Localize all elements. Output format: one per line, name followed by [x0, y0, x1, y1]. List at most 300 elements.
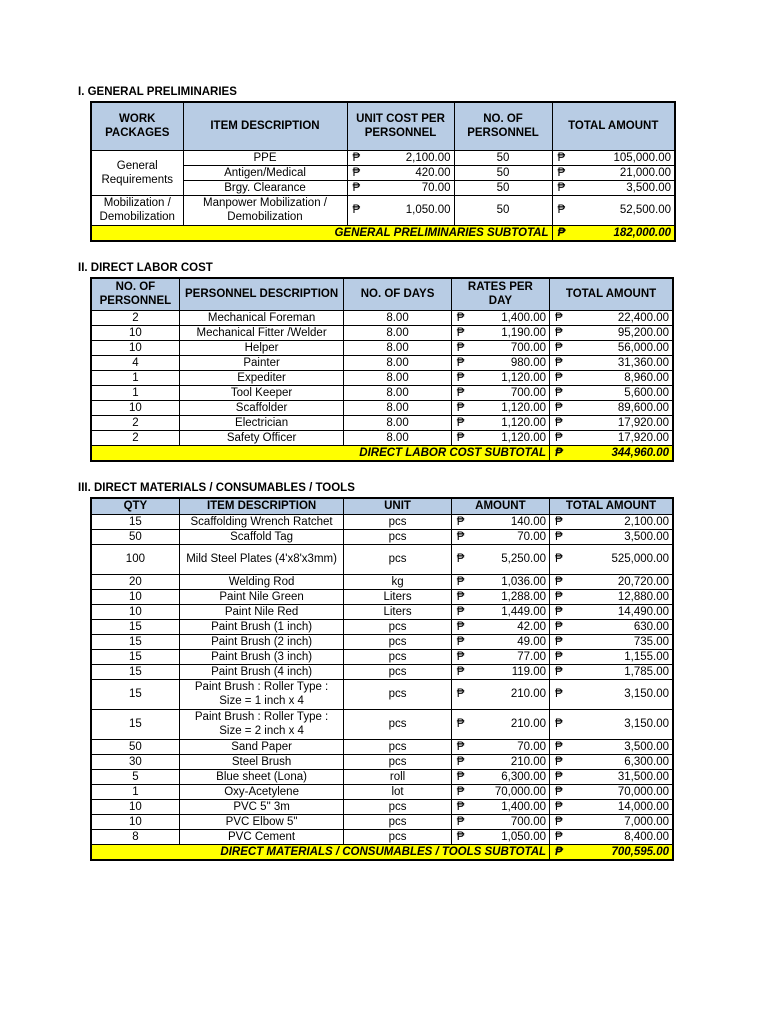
- money-value: [553, 755, 669, 769]
- table-row: [91, 430, 673, 445]
- qty-cell: 15: [91, 514, 179, 529]
- unit-cell: pcs: [344, 544, 451, 574]
- money-value: [455, 740, 546, 754]
- amount-value: 70.00: [421, 181, 451, 194]
- money-value: [455, 635, 546, 649]
- peso-sign: ₱: [555, 770, 563, 783]
- peso-sign: ₱: [555, 575, 563, 588]
- table-row: [91, 754, 673, 769]
- amount-cell: [451, 814, 549, 829]
- peso-sign: ₱: [555, 718, 563, 730]
- money-value: [455, 605, 546, 619]
- peso-sign: ₱: [555, 371, 563, 384]
- money-value: [553, 785, 669, 799]
- table-row: [91, 514, 673, 529]
- personnel-description-cell: Electrician: [179, 415, 344, 430]
- money-value: [455, 356, 546, 370]
- days-cell: 8.00: [344, 385, 451, 400]
- money-value: [553, 371, 669, 385]
- work-package-cell: General Requirements: [91, 150, 183, 195]
- money-value: [553, 386, 669, 400]
- amount-value: 210.00: [510, 688, 547, 700]
- money-value: [556, 151, 672, 165]
- col-header: NO. OF DAYS: [344, 278, 451, 310]
- peso-sign: ₱: [456, 770, 465, 783]
- peso-sign: ₱: [456, 401, 465, 414]
- peso-sign: ₱: [555, 830, 563, 843]
- item-description-cell: PVC 5" 3m: [179, 799, 344, 814]
- item-description-cell: Welding Rod: [179, 574, 344, 589]
- qty-cell: 50: [91, 739, 179, 754]
- amount-value: 420.00: [415, 166, 451, 179]
- subtotal-row: [91, 844, 673, 860]
- money-value: [553, 845, 669, 859]
- table-row: [91, 310, 673, 325]
- amount-value: 17,920.00: [617, 416, 669, 429]
- money-value: [553, 326, 669, 340]
- rate-per-day-cell: [451, 430, 549, 445]
- peso-sign: ₱: [456, 311, 465, 324]
- amount-value: 344,960.00: [611, 446, 669, 459]
- unit-cell: pcs: [344, 514, 451, 529]
- col-header: TOTAL AMOUNT: [550, 498, 673, 514]
- personnel-count-cell: 50: [454, 180, 552, 195]
- item-description-cell: Scaffold Tag: [179, 529, 344, 544]
- personnel-description-cell: Safety Officer: [179, 430, 344, 445]
- col-header: ITEM DESCRIPTION: [179, 498, 344, 514]
- peso-sign: ₱: [555, 356, 563, 369]
- personnel-count-cell: 1: [91, 385, 179, 400]
- unit-cell: pcs: [344, 754, 451, 769]
- peso-sign: ₱: [555, 815, 563, 828]
- peso-sign: ₱: [456, 386, 465, 399]
- money-value: [553, 515, 669, 529]
- table-row: [91, 799, 673, 814]
- item-description-cell: PVC Elbow 5": [179, 814, 344, 829]
- peso-sign: ₱: [555, 590, 563, 603]
- days-cell: 8.00: [344, 325, 451, 340]
- item-description-cell: Paint Brush (2 inch): [179, 634, 344, 649]
- rate-per-day-cell: [451, 415, 549, 430]
- item-description-cell: Sand Paper: [179, 739, 344, 754]
- amount-value: 3,500.00: [624, 530, 669, 543]
- col-header: WORK PACKAGES: [91, 102, 183, 150]
- qty-cell: 8: [91, 829, 179, 844]
- personnel-count-cell: 1: [91, 370, 179, 385]
- amount-value: 1,400.00: [501, 311, 547, 324]
- total-amount-cell: [552, 195, 675, 225]
- money-value: [351, 181, 451, 195]
- table-row: [91, 649, 673, 664]
- subtotal-label: GENERAL PRELIMINARIES SUBTOTAL: [91, 225, 552, 241]
- total-amount-cell: [550, 769, 673, 784]
- table-header-row: [91, 498, 673, 514]
- personnel-description-cell: Mechanical Foreman: [179, 310, 344, 325]
- amount-value: 182,000.00: [613, 226, 671, 239]
- peso-sign: ₱: [456, 635, 465, 648]
- total-amount-cell: [550, 340, 673, 355]
- amount-value: 105,000.00: [613, 151, 671, 164]
- unit-cell: pcs: [344, 739, 451, 754]
- peso-sign: ₱: [555, 530, 563, 543]
- money-value: [455, 815, 546, 829]
- subtotal-row: [91, 445, 673, 461]
- amount-value: 700,595.00: [611, 845, 669, 858]
- peso-sign: ₱: [555, 845, 563, 858]
- peso-sign: ₱: [456, 530, 465, 543]
- total-amount-cell: [550, 574, 673, 589]
- col-header: TOTAL AMOUNT: [552, 102, 675, 150]
- total-amount-cell: [552, 180, 675, 195]
- peso-sign: ₱: [456, 740, 465, 753]
- total-amount-cell: [550, 784, 673, 799]
- money-value: [455, 341, 546, 355]
- qty-cell: 30: [91, 754, 179, 769]
- money-value: [553, 446, 669, 460]
- money-value: [553, 620, 669, 634]
- total-amount-cell: [550, 664, 673, 679]
- unit-cell: kg: [344, 574, 451, 589]
- table-row: [91, 814, 673, 829]
- peso-sign: ₱: [555, 755, 563, 768]
- qty-cell: 100: [91, 544, 179, 574]
- peso-sign: ₱: [557, 166, 566, 179]
- subtotal-value: [552, 225, 675, 241]
- col-header: NO. OF PERSONNEL: [91, 278, 179, 310]
- table-row: [91, 784, 673, 799]
- money-value: [553, 530, 669, 544]
- table-row: [91, 325, 673, 340]
- table-row: [91, 739, 673, 754]
- table-row: [91, 340, 673, 355]
- peso-sign: ₱: [456, 356, 465, 369]
- qty-cell: 5: [91, 769, 179, 784]
- unit-cell: pcs: [344, 619, 451, 634]
- amount-value: 140.00: [510, 515, 547, 528]
- personnel-count-cell: 10: [91, 340, 179, 355]
- peso-sign: ₱: [557, 181, 566, 194]
- money-value: [553, 401, 669, 415]
- item-description-cell: Oxy-Acetylene: [179, 784, 344, 799]
- days-cell: 8.00: [344, 430, 451, 445]
- peso-sign: ₱: [456, 605, 465, 618]
- amount-cell: [451, 544, 549, 574]
- qty-cell: 15: [91, 634, 179, 649]
- amount-cell: [451, 529, 549, 544]
- personnel-count-cell: 2: [91, 415, 179, 430]
- money-value: [455, 830, 546, 844]
- qty-cell: 20: [91, 574, 179, 589]
- table-row: [91, 400, 673, 415]
- amount-value: 630.00: [633, 620, 669, 633]
- money-value: [455, 717, 546, 731]
- amount-value: 1,400.00: [501, 800, 547, 813]
- peso-sign: ₱: [456, 665, 465, 678]
- amount-value: 5,250.00: [501, 553, 547, 565]
- item-description-cell: PPE: [183, 150, 347, 165]
- item-description-cell: Antigen/Medical: [183, 165, 347, 180]
- peso-sign: ₱: [352, 181, 361, 194]
- amount-value: 31,360.00: [617, 356, 669, 369]
- table-row: [91, 634, 673, 649]
- table-row: [91, 529, 673, 544]
- money-value: [553, 687, 669, 701]
- amount-value: 3,500.00: [624, 740, 669, 753]
- personnel-count-cell: 50: [454, 150, 552, 165]
- unit-cell: pcs: [344, 709, 451, 739]
- amount-value: 52,500.00: [619, 204, 671, 216]
- money-value: [455, 552, 546, 566]
- amount-value: 17,920.00: [617, 431, 669, 444]
- money-value: [455, 386, 546, 400]
- amount-value: 22,400.00: [617, 311, 669, 324]
- amount-value: 20,720.00: [617, 575, 669, 588]
- amount-value: 1,785.00: [624, 665, 669, 678]
- money-value: [556, 181, 672, 195]
- personnel-count-cell: 10: [91, 325, 179, 340]
- table-row: [91, 619, 673, 634]
- item-description-cell: Paint Brush : Roller Type : Size = 1 inch x 4: [179, 679, 344, 709]
- amount-value: 70,000.00: [617, 785, 669, 798]
- col-header: UNIT COST PER PERSONNEL: [347, 102, 454, 150]
- item-description-cell: Paint Brush : Roller Type : Size = 2 inch x 4: [179, 709, 344, 739]
- qty-cell: 15: [91, 649, 179, 664]
- amount-value: 77.00: [517, 650, 547, 663]
- money-value: [553, 575, 669, 589]
- money-value: [556, 166, 672, 180]
- subtotal-label: DIRECT LABOR COST SUBTOTAL: [91, 445, 550, 461]
- amount-value: 210.00: [510, 718, 547, 730]
- amount-value: 31,500.00: [617, 770, 669, 783]
- peso-sign: ₱: [456, 590, 465, 603]
- rate-per-day-cell: [451, 325, 549, 340]
- personnel-count-cell: 2: [91, 430, 179, 445]
- peso-sign: ₱: [555, 401, 563, 414]
- item-description-cell: Paint Nile Red: [179, 604, 344, 619]
- amount-value: 1,120.00: [501, 401, 547, 414]
- money-value: [553, 830, 669, 844]
- total-amount-cell: [550, 649, 673, 664]
- money-value: [455, 620, 546, 634]
- unit-cell: pcs: [344, 799, 451, 814]
- item-description-cell: Paint Brush (3 inch): [179, 649, 344, 664]
- amount-cell: [451, 769, 549, 784]
- amount-cell: [451, 664, 549, 679]
- amount-value: 12,880.00: [617, 590, 669, 603]
- peso-sign: ₱: [555, 620, 563, 633]
- money-value: [553, 356, 669, 370]
- personnel-description-cell: Mechanical Fitter /Welder: [179, 325, 344, 340]
- money-value: [553, 416, 669, 430]
- amount-value: 1,449.00: [501, 605, 547, 618]
- item-description-cell: Blue sheet (Lona): [179, 769, 344, 784]
- amount-value: 1,288.00: [501, 590, 547, 603]
- days-cell: 8.00: [344, 415, 451, 430]
- peso-sign: ₱: [555, 386, 563, 399]
- peso-sign: ₱: [456, 755, 465, 768]
- amount-value: 70,000.00: [494, 785, 547, 798]
- unit-cell: Liters: [344, 589, 451, 604]
- money-value: [455, 590, 546, 604]
- unit-cell: roll: [344, 769, 451, 784]
- peso-sign: ₱: [352, 151, 361, 164]
- unit-cell: pcs: [344, 529, 451, 544]
- money-value: [455, 650, 546, 664]
- total-amount-cell: [550, 679, 673, 709]
- amount-value: 70.00: [517, 740, 547, 753]
- amount-cell: [451, 829, 549, 844]
- amount-cell: [451, 754, 549, 769]
- item-description-cell: Paint Brush (1 inch): [179, 619, 344, 634]
- amount-value: 700.00: [510, 386, 547, 399]
- amount-value: 14,490.00: [617, 605, 669, 618]
- personnel-count-cell: 50: [454, 165, 552, 180]
- personnel-description-cell: Helper: [179, 340, 344, 355]
- peso-sign: ₱: [557, 151, 566, 164]
- peso-sign: ₱: [352, 166, 361, 179]
- money-value: [556, 203, 672, 217]
- table-row: [91, 574, 673, 589]
- peso-sign: ₱: [456, 515, 465, 528]
- money-value: [553, 800, 669, 814]
- personnel-count-cell: 2: [91, 310, 179, 325]
- total-amount-cell: [550, 604, 673, 619]
- total-amount-cell: [550, 829, 673, 844]
- total-amount-cell: [550, 814, 673, 829]
- total-amount-cell: [550, 385, 673, 400]
- amount-value: 1,050.00: [501, 830, 547, 843]
- peso-sign: ₱: [555, 785, 563, 798]
- item-description-cell: PVC Cement: [179, 829, 344, 844]
- money-value: [455, 311, 546, 325]
- qty-cell: 10: [91, 814, 179, 829]
- item-description-cell: Scaffolding Wrench Ratchet: [179, 514, 344, 529]
- total-amount-cell: [552, 165, 675, 180]
- table-row: [91, 604, 673, 619]
- peso-sign: ₱: [456, 718, 465, 730]
- amount-value: 3,150.00: [624, 718, 669, 730]
- amount-value: 1,120.00: [501, 416, 547, 429]
- total-amount-cell: [550, 415, 673, 430]
- amount-cell: [451, 589, 549, 604]
- qty-cell: 1: [91, 784, 179, 799]
- rate-per-day-cell: [451, 355, 549, 370]
- total-amount-cell: [550, 544, 673, 574]
- amount-value: 980.00: [510, 356, 547, 369]
- money-value: [553, 740, 669, 754]
- total-amount-cell: [550, 355, 673, 370]
- amount-cell: [451, 649, 549, 664]
- amount-value: 2,100.00: [405, 151, 451, 164]
- table-row: [91, 385, 673, 400]
- col-header: UNIT: [344, 498, 451, 514]
- table-header-row: [91, 278, 673, 310]
- amount-value: 700.00: [510, 815, 547, 828]
- total-amount-cell: [550, 400, 673, 415]
- amount-cell: [451, 739, 549, 754]
- peso-sign: ₱: [555, 515, 563, 528]
- amount-cell: [451, 634, 549, 649]
- money-value: [553, 605, 669, 619]
- amount-value: 6,300.00: [624, 755, 669, 768]
- money-value: [455, 326, 546, 340]
- unit-cost-cell: [347, 165, 454, 180]
- money-value: [351, 151, 451, 165]
- table-row: [91, 664, 673, 679]
- amount-value: 5,600.00: [624, 386, 669, 399]
- qty-cell: 10: [91, 604, 179, 619]
- amount-value: 21,000.00: [619, 166, 671, 179]
- amount-value: 3,150.00: [624, 688, 669, 700]
- personnel-count-cell: 10: [91, 400, 179, 415]
- total-amount-cell: [550, 754, 673, 769]
- unit-cell: pcs: [344, 814, 451, 829]
- subtotal-value: [550, 445, 673, 461]
- item-description-cell: Paint Nile Green: [179, 589, 344, 604]
- item-description-cell: Steel Brush: [179, 754, 344, 769]
- amount-value: 1,155.00: [624, 650, 669, 663]
- unit-cost-cell: [347, 180, 454, 195]
- amount-cell: [451, 514, 549, 529]
- peso-sign: ₱: [555, 311, 563, 324]
- amount-cell: [451, 574, 549, 589]
- rate-per-day-cell: [451, 340, 549, 355]
- table-row: [91, 679, 673, 709]
- qty-cell: 15: [91, 709, 179, 739]
- money-value: [556, 226, 672, 240]
- peso-sign: ₱: [456, 620, 465, 633]
- col-header: TOTAL AMOUNT: [550, 278, 673, 310]
- peso-sign: ₱: [555, 553, 563, 565]
- table-row: [91, 829, 673, 844]
- money-value: [553, 635, 669, 649]
- peso-sign: ₱: [456, 800, 465, 813]
- money-value: [553, 665, 669, 679]
- peso-sign: ₱: [557, 204, 566, 216]
- total-amount-cell: [550, 529, 673, 544]
- peso-sign: ₱: [456, 341, 465, 354]
- unit-cell: lot: [344, 784, 451, 799]
- table-row: [91, 195, 675, 225]
- col-header: RATES PER DAY: [451, 278, 549, 310]
- work-package-cell: Mobilization / Demobilization: [91, 195, 183, 225]
- money-value: [455, 687, 546, 701]
- direct-materials-table: [90, 497, 674, 861]
- money-value: [455, 575, 546, 589]
- unit-cell: pcs: [344, 664, 451, 679]
- amount-value: 49.00: [517, 635, 547, 648]
- peso-sign: ₱: [555, 800, 563, 813]
- unit-cell: pcs: [344, 634, 451, 649]
- personnel-description-cell: Scaffolder: [179, 400, 344, 415]
- total-amount-cell: [550, 634, 673, 649]
- peso-sign: ₱: [555, 665, 563, 678]
- amount-cell: [451, 799, 549, 814]
- peso-sign: ₱: [555, 326, 563, 339]
- subtotal-value: [550, 844, 673, 860]
- table-row: [91, 544, 673, 574]
- money-value: [455, 530, 546, 544]
- amount-value: 8,960.00: [624, 371, 669, 384]
- unit-cost-cell: [347, 195, 454, 225]
- unit-cost-cell: [347, 150, 454, 165]
- money-value: [455, 431, 546, 445]
- section-title-direct-materials: III. DIRECT MATERIALS / CONSUMABLES / TOOLS: [78, 482, 355, 494]
- unit-cell: pcs: [344, 649, 451, 664]
- personnel-description-cell: Expediter: [179, 370, 344, 385]
- table-row: [91, 769, 673, 784]
- amount-value: 14,000.00: [617, 800, 669, 813]
